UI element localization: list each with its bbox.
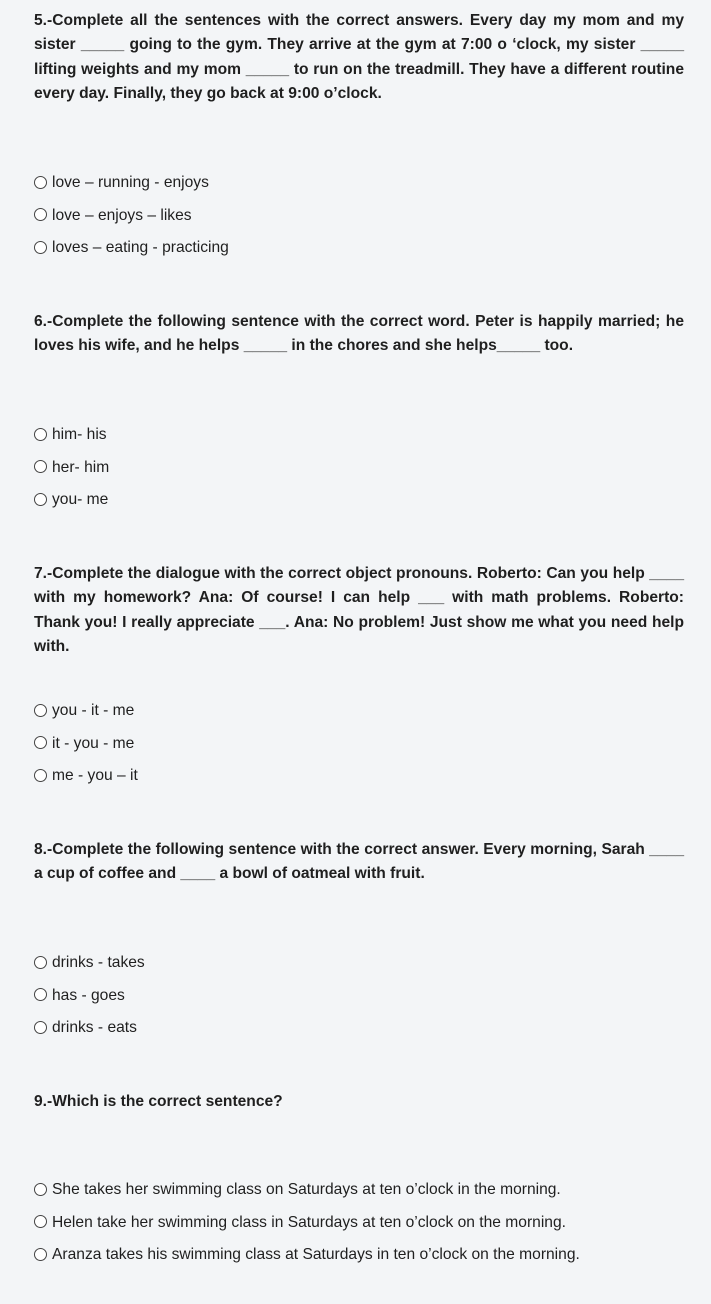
question-7-options [34,695,138,793]
radio-button-icon[interactable] [34,208,47,221]
option-label: loves – eating - practicing [52,239,229,257]
question-8-text: 8.-Complete the following sentence with the correct answer. Every morning, Sarah ____ a cup of coffee and ____ a bowl of oatmeal with fruit. [34,841,684,883]
radio-button-icon[interactable] [34,736,47,749]
question-7 [34,553,684,659]
option-label: Aranza takes his swimming class at Saturdays in ten o’clock on the morning. [52,1246,580,1264]
question-9-options [34,1174,580,1272]
question-5-option-1[interactable] [34,167,229,200]
radio-button-icon[interactable] [34,428,47,441]
question-5-options [34,167,229,265]
option-label: love – running - enjoys [52,174,209,192]
question-5 [34,0,684,106]
option-label: you- me [52,491,109,509]
radio-button-icon[interactable] [34,956,47,969]
radio-button-icon[interactable] [34,704,47,717]
question-6-text: 6.-Complete the following sentence with the correct word. Peter is happily married; he loves his wife, and he helps _____ in the chores and she helps_____ too. [34,313,684,355]
option-label: love – enjoys – likes [52,206,192,224]
question-8-option-2[interactable] [34,980,145,1013]
radio-button-icon[interactable] [34,460,47,473]
question-6-option-3[interactable] [34,484,109,517]
question-9-text: 9.-Which is the correct sentence? [34,1093,283,1110]
question-7-option-2[interactable] [34,728,138,761]
option-label: drinks - eats [52,1019,137,1037]
question-7-text: 7.-Complete the dialogue with the correct object pronouns. Roberto: Can you help ____ with my homework? Ana: Of course! I can help ___ with math problems. Roberto: Thank you! I really appreciate ___. Ana: No problem! Just show me what you need help with. [34,565,684,655]
option-label: She takes her swimming class on Saturdays at ten o’clock in the morning. [52,1181,561,1199]
radio-button-icon[interactable] [34,769,47,782]
option-label: drinks - takes [52,954,145,972]
question-6-option-2[interactable] [34,452,109,485]
option-label: me - you – it [52,767,138,785]
question-7-option-1[interactable] [34,695,138,728]
radio-button-icon[interactable] [34,241,47,254]
question-9-option-1[interactable] [34,1174,580,1207]
radio-button-icon[interactable] [34,493,47,506]
radio-button-icon[interactable] [34,988,47,1001]
question-9 [34,1081,684,1114]
question-8-options [34,947,145,1045]
option-label: you - it - me [52,702,135,720]
question-6 [34,301,684,359]
question-5-text: 5.-Complete all the sentences with the correct answers. Every day my mom and my sister _____ going to the gym. They arrive at the gym at 7:00 o ‘clock, my sister _____ lifting weights and my mom _____ to run on the treadmill. They have a different routine every day. Finally, they go back at 9:00 o’clock. [34,12,684,102]
question-8 [34,829,684,887]
radio-button-icon[interactable] [34,1021,47,1034]
radio-button-icon[interactable] [34,1248,47,1261]
question-9-option-2[interactable] [34,1207,580,1240]
radio-button-icon[interactable] [34,1183,47,1196]
question-6-option-1[interactable] [34,419,109,452]
option-label: Helen take her swimming class in Saturdays at ten o’clock on the morning. [52,1213,566,1231]
question-9-option-3[interactable] [34,1239,580,1272]
radio-button-icon[interactable] [34,176,47,189]
question-8-option-1[interactable] [34,947,145,980]
question-5-option-3[interactable] [34,232,229,265]
question-7-option-3[interactable] [34,760,138,793]
option-label: him- his [52,426,107,444]
option-label: her- him [52,458,110,476]
question-8-option-3[interactable] [34,1012,145,1045]
radio-button-icon[interactable] [34,1215,47,1228]
option-label: it - you - me [52,734,135,752]
question-5-option-2[interactable] [34,200,229,233]
question-6-options [34,419,109,517]
option-label: has - goes [52,986,125,1004]
